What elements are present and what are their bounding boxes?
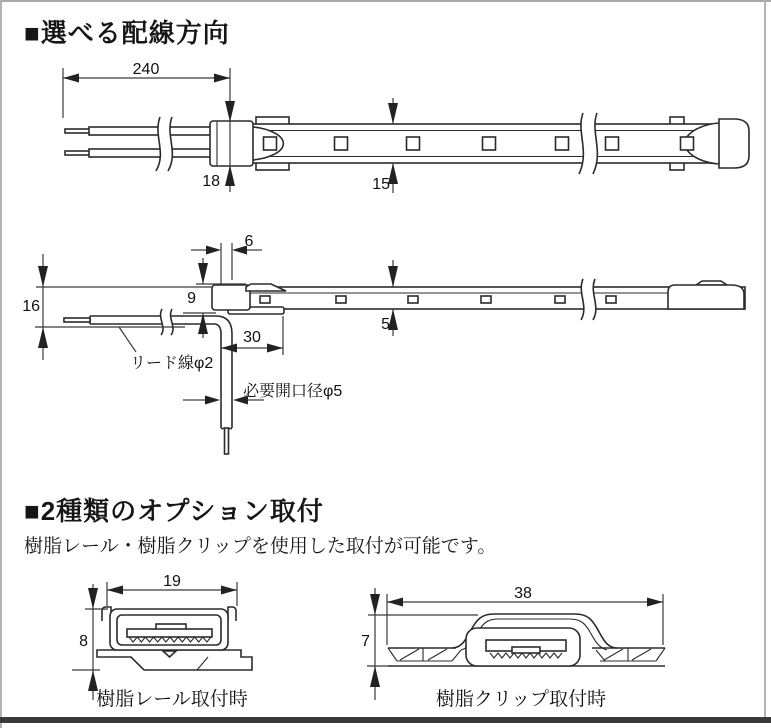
resin-rail-mounting-figure xyxy=(72,573,252,710)
dimension-wire-exit-offset: 6 xyxy=(244,233,254,250)
dimension-body-height: 15 xyxy=(372,176,390,193)
dimension-clip-height: 7 xyxy=(361,633,370,650)
lead-wire-label: リード線φ2 xyxy=(130,355,214,372)
led-strip-top-view xyxy=(210,113,749,174)
dimension-cap-height: 9 xyxy=(187,290,196,307)
section-heading-option-mounting: ■2種類のオプション取付 xyxy=(24,496,324,526)
option-mounting-description: 樹脂レール・樹脂クリップを使用した取付が可能です。 xyxy=(24,536,497,557)
dimension-end-cap-height: 18 xyxy=(202,173,220,190)
section-heading-wiring-direction: ■選べる配線方向 xyxy=(24,18,230,48)
clip-left-wing xyxy=(388,648,461,661)
dimension-lead-length: 240 xyxy=(132,61,160,78)
dimension-body-thickness: 5 xyxy=(381,316,390,333)
dimension-rail-height: 8 xyxy=(79,633,88,650)
dimension-clip-width: 38 xyxy=(514,585,532,602)
rail-mounting-caption: 樹脂レール取付時 xyxy=(96,689,248,710)
wiring-side-view-figure xyxy=(22,233,745,454)
clip-right-wing xyxy=(592,648,665,661)
dimension-cap-length: 30 xyxy=(243,329,261,346)
led-strip-side-view xyxy=(212,279,745,320)
clip-mounting-caption: 樹脂クリップ取付時 xyxy=(435,689,607,710)
dimension-total-height: 16 xyxy=(22,298,40,315)
resin-clip-mounting-figure xyxy=(361,585,665,710)
wiring-top-view-figure xyxy=(63,61,749,193)
dimension-rail-width: 19 xyxy=(163,573,181,590)
lead-wires-top-view xyxy=(65,117,211,171)
required-opening-label: 必要開口径φ5 xyxy=(243,383,343,400)
